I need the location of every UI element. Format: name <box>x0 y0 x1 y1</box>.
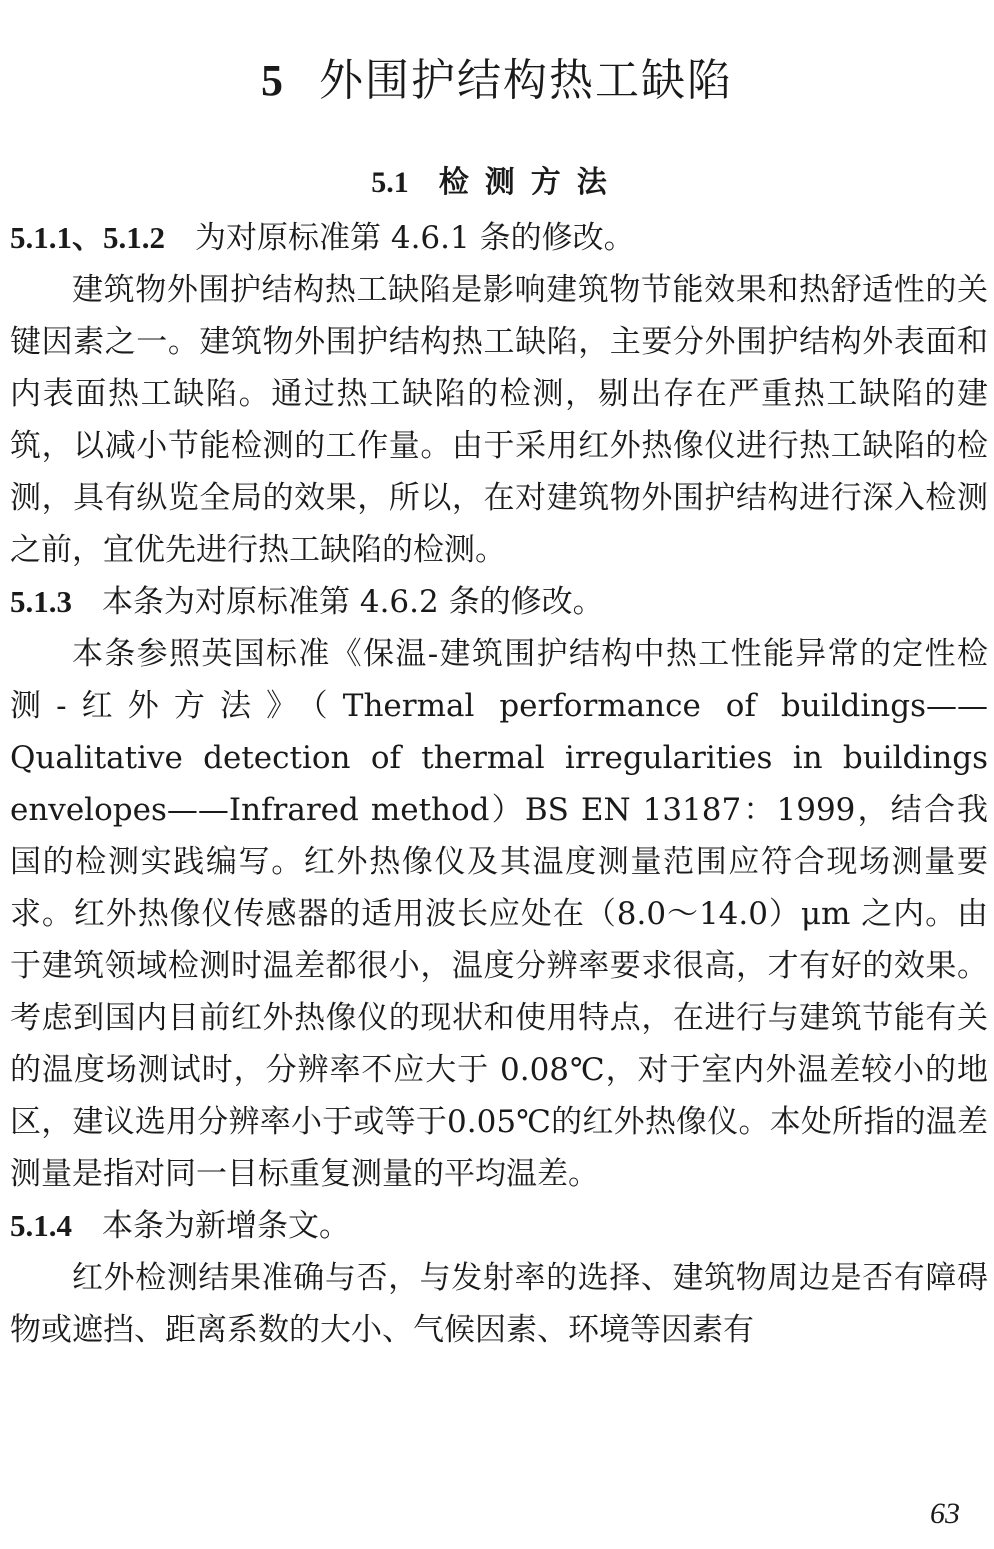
clause-number: 5.1.4 <box>10 1208 72 1243</box>
section-title <box>0 161 994 205</box>
chapter-number: 5 <box>261 56 285 106</box>
clause-paragraph: 本条参照英国标准《保温-建筑围护结构中热工性能异常的定性检测-红外方法》（Thermal performance of buildings——Qualitative detection of thermal irregularities in buildings envelopes——Infrared method）BS EN 13187：1999，结合我国的检测实践编写。红外热像仪及其温度测量范围应符合现场测量要求。红外热像仪传感器的适用波长应处在（8.0～14.0）μm 之内。由于建筑领域检测时温差都很小，温度分辨率要求很高，才有好的效果。考虑到国内目前红外热像仪的现状和使用特点，在进行与建筑节能有关的温度场测试时，分辨率不应大于 0.08℃，对于室内外温差较小的地区，建议选用分辨率小于或等于0.05℃的红外热像仪。本处所指的温差测量是指对同一目标重复测量的平均温差。 <box>10 636 988 1192</box>
section-title-text: 检测方法 <box>438 164 623 200</box>
page-number: 63 <box>930 1497 960 1530</box>
section-number: 5.1 <box>371 165 409 199</box>
clause-heading-5-1-4 <box>10 1200 988 1252</box>
clause-heading-5-1-3 <box>10 576 988 628</box>
chapter-title-text: 外围护结构热工缺陷 <box>319 55 733 107</box>
clause-heading-text: 本条为新增条文。 <box>102 1208 350 1244</box>
clause-paragraph: 建筑物外围护结构热工缺陷是影响建筑物节能效果和热舒适性的关键因素之一。建筑物外围护结构热工缺陷，主要分外围护结构外表面和内表面热工缺陷。通过热工缺陷的检测，剔出存在严重热工缺陷的建筑，以减小节能检测的工作量。由于采用红外热像仪进行热工缺陷的检测，具有纵览全局的效果，所以，在对建筑物外围护结构进行深入检测之前，宜优先进行热工缺陷的检测。 <box>10 272 988 568</box>
clause-number: 5.1.3 <box>10 584 72 619</box>
clause-paragraph: 红外检测结果准确与否，与发射率的选择、建筑物周边是否有障碍物或遮挡、距离系数的大小、气候因素、环境等因素有 <box>10 1260 988 1348</box>
chapter-title <box>0 51 994 111</box>
clause-heading-5-1-1 <box>10 212 988 264</box>
body-text <box>10 212 988 1356</box>
clause-heading-text: 本条为对原标准第 4.6.2 条的修改。 <box>102 584 604 620</box>
clause-number: 5.1.1、5.1.2 <box>10 220 165 255</box>
clause-heading-text: 为对原标准第 4.6.1 条的修改。 <box>195 220 635 256</box>
